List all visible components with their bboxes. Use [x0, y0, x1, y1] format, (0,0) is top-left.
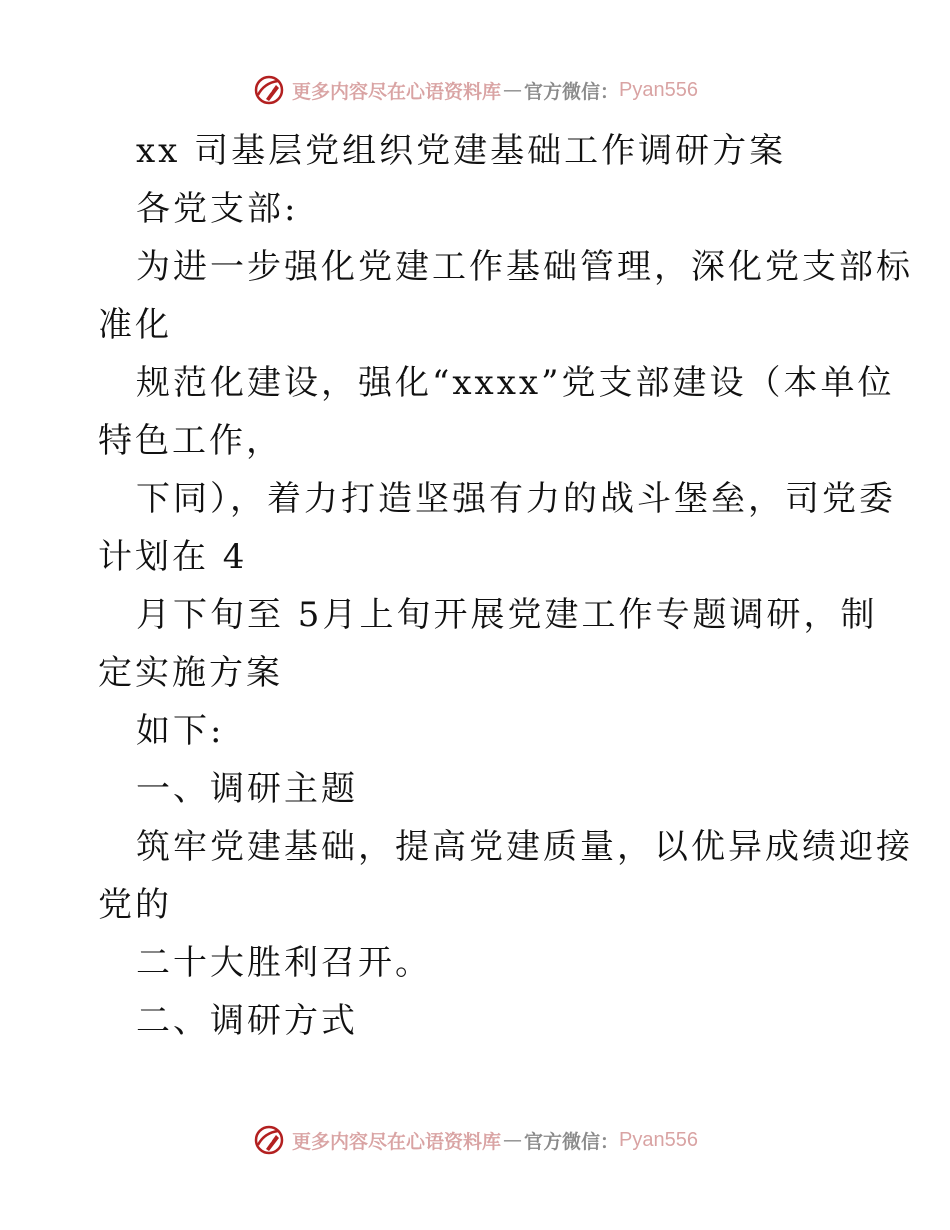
paragraph-line: 计划在 4 [98, 537, 248, 577]
salutation: 各党支部: [136, 189, 299, 229]
banner-main-text: 更多内容尽在心语资料库 [292, 1130, 502, 1153]
pen-logo-icon [252, 1123, 286, 1157]
banner-wechat-id: Pyan556 [619, 1128, 698, 1151]
banner-wechat-label: 官方微信： [524, 1130, 620, 1153]
banner-separator: — [503, 1129, 523, 1151]
banner-main-text: 更多内容尽在心语资料库 [292, 80, 502, 103]
paragraph-line: 规范化建设，强化“xxxx”党支部建设（本单位 [136, 363, 895, 403]
footer-banner [0, 1120, 950, 1160]
paragraph-line: 为进一步强化党建工作基础管理，深化党支部标 [136, 247, 913, 287]
banner-wechat-id: Pyan556 [619, 78, 698, 101]
paragraph-line: 筑牢党建基础，提高党建质量，以优异成绩迎接 [136, 827, 913, 867]
paragraph-line: 二十大胜利召开。 [136, 943, 432, 983]
pen-logo-icon [252, 73, 286, 107]
paragraph-line: 特色工作， [98, 421, 283, 461]
paragraph-line: 如下: [136, 711, 225, 751]
paragraph-line: 党的 [98, 885, 172, 925]
header-banner [0, 70, 950, 110]
banner-separator: — [503, 79, 523, 101]
section-heading: 二、调研方式 [136, 1001, 358, 1041]
banner-wechat-label: 官方微信： [524, 80, 620, 103]
paragraph-line: 下同），着力打造坚强有力的战斗堡垒，司党委 [136, 479, 896, 519]
document-body [98, 122, 913, 1050]
section-heading: 一、调研主题 [136, 769, 358, 809]
document-title: xx 司基层党组织党建基础工作调研方案 [136, 131, 787, 171]
paragraph-line: 定实施方案 [98, 653, 283, 693]
paragraph-line: 准化 [98, 305, 172, 345]
paragraph-line: 月下旬至 5月上旬开展党建工作专题调研，制 [136, 595, 878, 635]
